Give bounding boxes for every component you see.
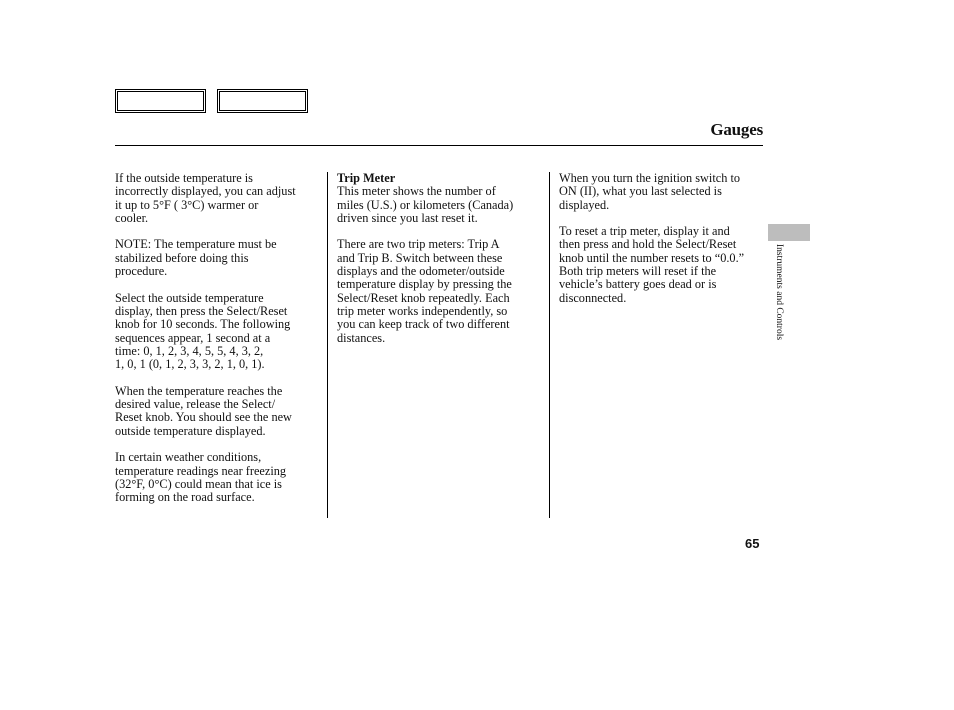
paragraph: This meter shows the number of miles (U.S.) or kilometers (Canada) driven since you last reset it. — [337, 184, 514, 225]
paragraph: To reset a trip meter, display it and then press and hold the Select/Reset knob until the number resets to “0.0.” Both trip meters will reset if the vehicle’s battery goes dead or is disconnected. — [559, 224, 745, 305]
paragraph: When the temperature reaches the desired value, release the Select/ Reset knob. You should see the new outside temperature displayed. — [115, 383, 292, 438]
paragraph: In certain weather conditions, temperature readings near freezing (32°F, 0°C) could mean that ice is forming on the road surface. — [115, 450, 287, 505]
paragraph: There are two trip meters: Trip A and Trip B. Switch between these displays and the odometer/outside temperature display by pressing the Select/Reset knob repeatedly. Each trip meter works independently, so you can keep track of two different distances. — [337, 237, 512, 345]
text-column-left — [115, 172, 323, 518]
paragraph: NOTE: The temperature must be stabilized before doing this procedure. — [115, 237, 277, 279]
paragraph: Select the outside temperature display, then press the Select/Reset knob for 10 seconds. The following sequences appear, 1 second at a time: 0, 1, 2, 3, 4, 5, 5, 4, 3, 2, 1, 0, 1 (0, 1, 2, 3, 3, 2, 1, 0, 1). — [115, 290, 291, 372]
text-column-middle — [337, 172, 543, 358]
column-divider — [327, 172, 328, 518]
column-divider — [549, 172, 550, 518]
paragraph: If the outside temperature is incorrectly displayed, you can adjust it up to 5°F ( 3°C) warmer or cooler. — [115, 171, 296, 225]
nav-box-next[interactable] — [217, 89, 308, 113]
section-tab[interactable] — [768, 224, 810, 241]
nav-box-previous[interactable] — [115, 89, 206, 113]
section-heading: Trip Meter — [337, 171, 396, 185]
title-rule — [115, 145, 763, 146]
text-column-right — [559, 172, 765, 318]
page-number: 65 — [745, 536, 760, 551]
paragraph: When you turn the ignition switch to ON (II), what you last selected is displayed. — [559, 171, 741, 212]
section-tab-label: Instruments and Controls — [774, 244, 784, 341]
page-title: Gauges — [710, 120, 763, 139]
